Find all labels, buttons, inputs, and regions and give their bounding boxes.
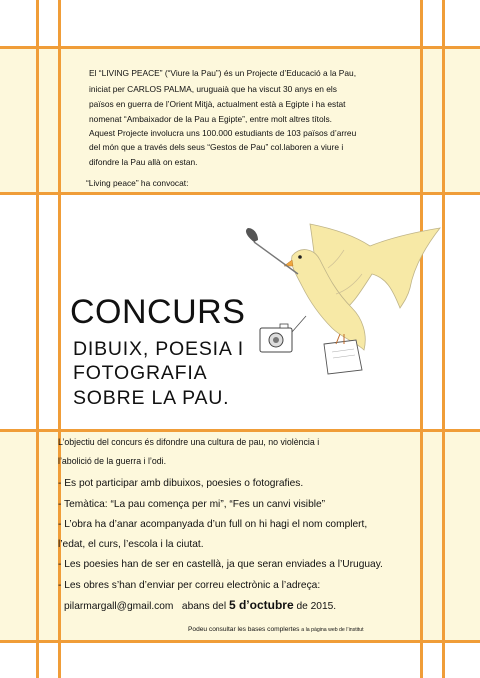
deadline-date: 5 d’octubre xyxy=(228,598,294,612)
intro-line: difondre la Pau allà on estan. xyxy=(89,157,198,167)
intro-line: Aquest Projecte involucra uns 100.000 estudiants de 103 països d’arreu xyxy=(89,128,357,138)
intro-line: iniciat per CARLOS PALMA, uruguaià que ha viscut 30 anys en els xyxy=(89,84,337,94)
frame-line-bottom xyxy=(0,640,480,643)
intro-line: països en guerra de l’Orient Mitjà, actualment està a Egipte i ha estat xyxy=(89,99,346,109)
paintbrush-icon xyxy=(246,228,298,274)
deadline-prefix: abans del xyxy=(173,601,229,612)
title-subline: SOBRE LA PAU. xyxy=(73,387,230,409)
rule-item: - Es pot participar amb dibuixos, poesies o fotografies. xyxy=(58,478,304,489)
convocat-line: “Living peace” ha convocat: xyxy=(86,178,189,188)
email-address[interactable]: pilarmargall@gmail.com xyxy=(64,601,174,612)
frame-line-left xyxy=(36,0,39,678)
rule-item: l’edat, el curs, l’escola i la ciutat. xyxy=(58,539,204,550)
rule-item: - Temàtica: “La pau comença per mi”, “Fes un canvi visible” xyxy=(58,499,326,510)
frame-line-bottom-inner xyxy=(0,429,480,432)
rule-item: - Les obres s’han d’enviar per correu electrònic a l’adreça: xyxy=(58,580,321,591)
rule-item: - Les poesies han de ser en castellà, ja que seran enviades a l’Uruguay. xyxy=(58,559,383,570)
deadline-suffix: de 2015. xyxy=(293,601,337,612)
frame-line-left-inner xyxy=(58,0,61,678)
intro-line: del món que a través dels seus “Gestos de Pau” col.laboren a viure i xyxy=(89,142,344,152)
footer-note xyxy=(188,626,364,633)
dove-bird-illustration xyxy=(240,216,445,376)
rule-item: - L’obra ha d’anar acompanyada d’un full on hi hagi el nom complert, xyxy=(58,519,368,530)
footer-small: a la pàgina web de l’institut xyxy=(301,627,364,633)
frame-line-top xyxy=(0,46,480,49)
title-subline: FOTOGRAFIA xyxy=(73,362,208,384)
intro-line: El “LIVING PEACE” (“Viure la Pau”) és un Projecte d’Educació a la Pau, xyxy=(89,68,357,78)
camera-icon xyxy=(260,316,306,352)
objective-line: l’abolició de la guerra i l’odi. xyxy=(58,456,167,466)
intro-line: nomenat “Ambaixador de la Pau a Egipte”, entre molt altres títols. xyxy=(89,114,332,124)
page-title: CONCURS xyxy=(70,293,246,331)
email-deadline-line xyxy=(64,598,336,612)
footer-main: Podeu consultar les bases complertes xyxy=(188,626,300,633)
objective-line: L’objectiu del concurs és difondre una cultura de pau, no violència i xyxy=(58,437,320,447)
title-subline: DIBUIX, POESIA I xyxy=(73,338,245,360)
paper-sheet-icon xyxy=(324,340,362,374)
frame-line-top-inner xyxy=(0,192,480,195)
